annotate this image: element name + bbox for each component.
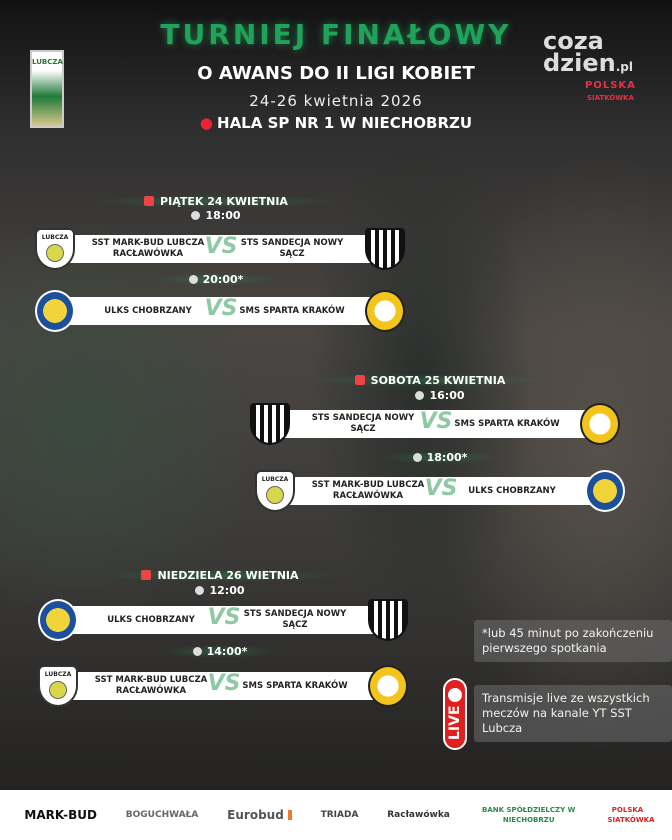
sponsors-bar xyxy=(0,790,672,840)
day-header xyxy=(310,374,550,387)
sandecja-team-logo xyxy=(368,599,408,641)
ps-bottom: SIATKÓWKA xyxy=(586,94,634,102)
live-text: LIVE xyxy=(447,705,463,741)
vs-label: VS xyxy=(207,671,241,696)
poster-title: TURNIEJ FINAŁOWY xyxy=(160,18,512,51)
match-row xyxy=(38,665,408,707)
home-team: SST MARK-BUD LUBCZA RACŁAWÓWKA xyxy=(311,480,425,501)
sandecja-team-logo xyxy=(250,403,290,445)
logo-text: LUBCZA xyxy=(44,671,72,678)
poster-subtitle: O AWANS DO II LIGI KOBIET xyxy=(197,63,475,84)
lubcza-team-logo xyxy=(255,470,295,512)
vs-label: VS xyxy=(419,409,453,434)
day-label: SOBOTA 25 KWIETNIA xyxy=(370,374,506,387)
match-time xyxy=(160,645,280,658)
day-label: NIEDZIELA 26 WIETNIA xyxy=(157,569,299,582)
match-time xyxy=(156,273,276,286)
sponsor-eurobud: Eurobud xyxy=(227,810,292,820)
time-text: 20:00* xyxy=(202,273,244,286)
logo-text: LUBCZA xyxy=(41,234,69,241)
ulks-team-logo xyxy=(585,470,625,512)
away-team: SMS SPARTA KRAKÓW xyxy=(454,418,560,429)
map-pin-icon: ● xyxy=(199,114,214,132)
match-row xyxy=(255,470,625,512)
match-row xyxy=(38,599,408,641)
sponsor-markbud: MARK-BUD xyxy=(24,808,97,822)
time-text: 14:00* xyxy=(206,645,248,658)
sponsor-triada: TRIADA xyxy=(320,810,359,820)
vs-label: VS xyxy=(204,234,238,259)
play-icon xyxy=(448,688,462,702)
dzien-text: dzien xyxy=(543,49,616,77)
home-team: SST MARK-BUD LUBCZA RACŁAWÓWKA xyxy=(94,675,208,696)
sparta-team-logo xyxy=(368,665,408,707)
vs-label: VS xyxy=(204,296,238,321)
time-text: 12:00 xyxy=(209,584,245,597)
sponsor-polska-siatkowka: POLSKA SIATKÓWKA xyxy=(607,806,655,824)
coza-text: coza xyxy=(543,27,604,55)
clock-icon xyxy=(413,453,422,462)
sponsor-bank: BANK SPÓŁDZIELCZY W NIECHOBRZU xyxy=(482,806,576,824)
match-time xyxy=(156,209,276,222)
match-time xyxy=(380,451,500,464)
clock-icon xyxy=(189,275,198,284)
sponsor-raclawowka: Racławówka xyxy=(387,810,450,820)
calendar-icon xyxy=(355,375,365,385)
lubcza-logo-text: LUBCZA xyxy=(32,58,63,66)
day-header xyxy=(100,569,340,582)
match-row xyxy=(250,403,620,445)
live-info: Transmisje live ze wszystkich meczów na kanale YT SST Lubcza xyxy=(474,685,672,742)
match-time xyxy=(380,389,500,402)
home-team: STS SANDECJA NOWY SĄCZ xyxy=(311,413,415,434)
venue-text: HALA SP NR 1 W NIECHOBRZU xyxy=(217,114,473,132)
sandecja-team-logo xyxy=(365,228,405,270)
ulks-team-logo xyxy=(38,599,78,641)
clock-icon xyxy=(191,211,200,220)
lubcza-team-logo xyxy=(38,665,78,707)
home-team: SST MARK-BUD LUBCZA RACŁAWÓWKA xyxy=(91,238,205,259)
clock-icon xyxy=(415,391,424,400)
away-team: SMS SPARTA KRAKÓW xyxy=(239,305,345,316)
clock-icon xyxy=(193,647,202,656)
day-label: PIĄTEK 24 KWIETNIA xyxy=(160,195,288,208)
time-text: 18:00* xyxy=(426,451,468,464)
home-team: ULKS CHOBRZANY xyxy=(104,305,192,316)
pl-text: .pl xyxy=(615,60,634,74)
footnote: *lub 45 minut po zakończeniu pierwszego spotkania xyxy=(474,620,672,662)
vs-label: VS xyxy=(424,476,458,501)
calendar-icon xyxy=(144,196,154,206)
home-team: ULKS CHOBRZANY xyxy=(107,614,195,625)
away-team: STS SANDECJA NOWY SĄCZ xyxy=(243,609,347,630)
time-text: 16:00 xyxy=(429,389,465,402)
match-time xyxy=(160,584,280,597)
away-team: ULKS CHOBRZANY xyxy=(468,485,556,496)
calendar-icon xyxy=(141,570,151,580)
away-team: SMS SPARTA KRAKÓW xyxy=(242,680,348,691)
logo-text: LUBCZA xyxy=(261,476,289,483)
sponsor-boguchwala: BOGUCHWAŁA xyxy=(125,810,199,820)
time-text: 18:00 xyxy=(205,209,241,222)
day-header xyxy=(96,195,336,208)
event-dates: 24-26 kwietnia 2026 xyxy=(249,92,423,110)
vs-label: VS xyxy=(207,605,241,630)
ulks-team-logo xyxy=(35,290,75,332)
live-badge xyxy=(443,678,467,750)
away-team: STS SANDECJA NOWY SĄCZ xyxy=(240,238,344,259)
clock-icon xyxy=(195,586,204,595)
ps-top: POLSKA xyxy=(585,80,636,91)
match-row xyxy=(35,228,405,270)
lubcza-team-logo xyxy=(35,228,75,270)
event-venue xyxy=(0,114,672,132)
sparta-team-logo xyxy=(580,403,620,445)
match-row xyxy=(35,290,405,332)
sparta-team-logo xyxy=(365,290,405,332)
